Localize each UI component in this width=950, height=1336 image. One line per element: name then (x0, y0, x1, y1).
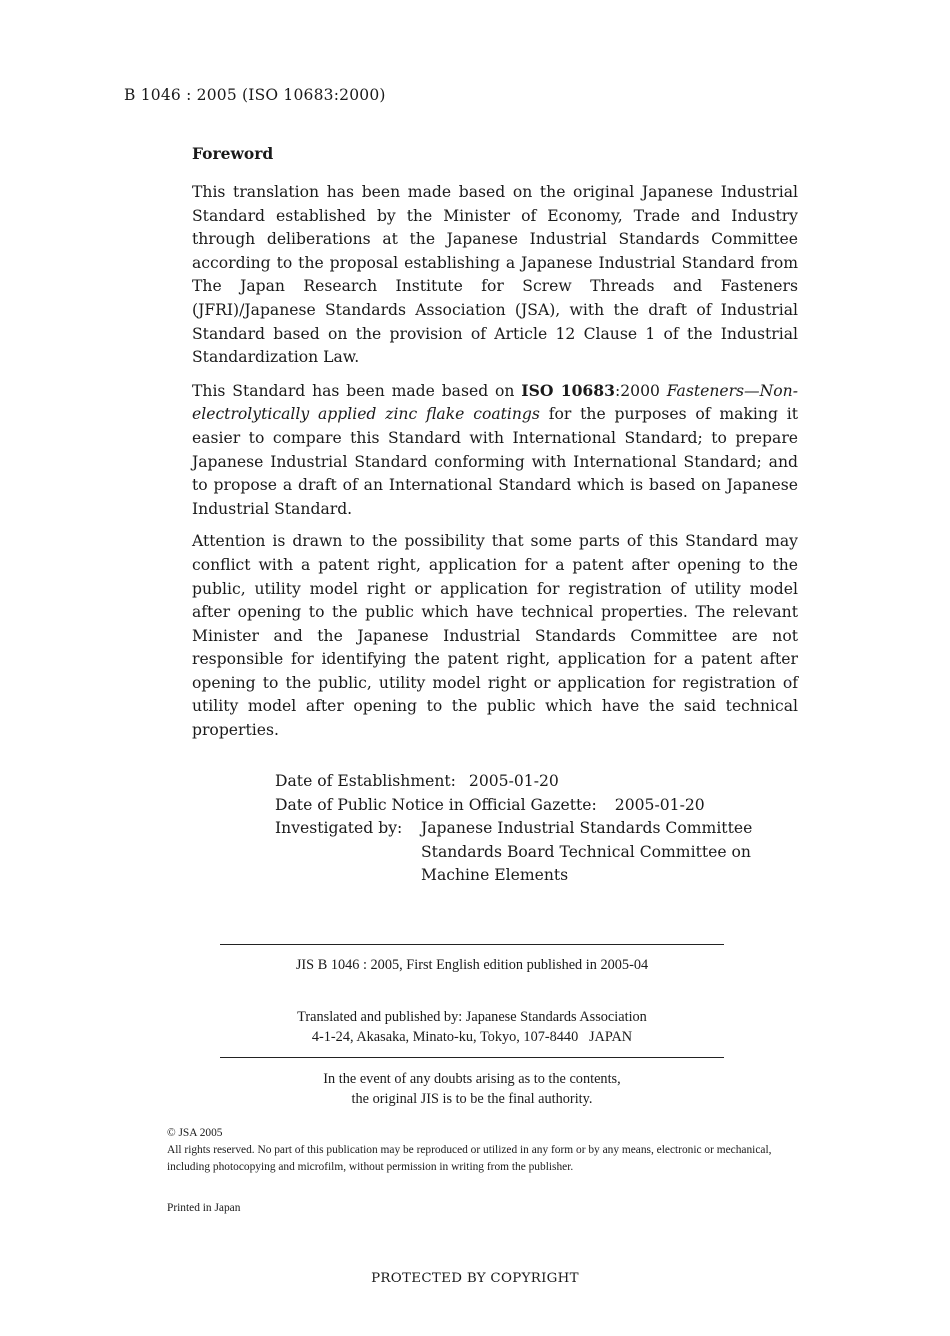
paragraph-2-suffix: for the purposes of making it easier to compare this Standard with International Standard; to prepare Japanese Industrial Standard conforming with International Standard; and to propose a draft of an International Standard which is based on Japanese Industrial Standard. (192, 405, 799, 518)
gazette-value: 2005-01-20 (614, 795, 705, 814)
establishment-label: Date of Establishment: (275, 772, 456, 790)
foreword-paragraph-2 (192, 379, 798, 522)
gazette-row (275, 794, 752, 818)
iso-year: :2000 (614, 381, 667, 400)
iso-reference: ISO 10683 (521, 380, 615, 400)
investigated-row (275, 817, 752, 888)
printed-in: Printed in Japan (167, 1202, 241, 1214)
paragraph-2-prefix: This Standard has been made based on (192, 381, 522, 400)
divider-bottom (220, 1057, 724, 1058)
investigated-line: Japanese Industrial Standards Committee (421, 819, 753, 838)
investigated-values (421, 817, 752, 888)
edition-line: JIS B 1046 : 2005, First English edition published in 2005-04 (295, 957, 649, 973)
establishment-value: 2005-01-20 (468, 772, 559, 790)
foreword-paragraph-1: This translation has been made based on the original Japanese Industrial Standard established by the Minister of Economy, Trade and Industry through deliberations at the Japanese Industrial Standards Committee according to the proposal establishing a Japanese Industrial Standard from The Japan Research Institute for Screw Threads and Fasteners (JFRI)/Japanese Standards Association (JSA), with the draft of Industrial Standard based on the provision of Article 12 Clause 1 of the Industrial Standardization Law. (192, 183, 798, 367)
authority-notice (220, 1069, 724, 1109)
establishment-row (275, 770, 752, 794)
iso-title: Fasteners—Non-electrolytically applied zinc flake coatings (192, 381, 798, 424)
investigated-line: Machine Elements (421, 866, 569, 885)
authority-line-1: In the event of any doubts arising as to the contents, (323, 1071, 621, 1087)
foreword-paragraph-3: Attention is drawn to the possibility that some parts of this Standard may conflict with a patent right, application for a patent after opening to the public, utility model right or application for registration of utility model after opening to the public which have technical properties. The relevant Minister and the Japanese Industrial Standards Committee are not responsible for identifying the patent right, application for a patent after opening to the public, utility model right or application for registration of utility model after opening to the public which have the said technical properties. (192, 532, 798, 740)
investigated-line: Standards Board Technical Committee on (421, 842, 751, 861)
authority-line-2: the original JIS is to be the final authority. (351, 1091, 593, 1107)
copyright-block (167, 1125, 787, 1176)
dates-block (275, 770, 752, 888)
protected-footer: PROTECTED BY COPYRIGHT (371, 1271, 579, 1286)
investigated-label: Investigated by: (275, 819, 403, 838)
copyright-notice: © JSA 2005 (167, 1127, 223, 1139)
rights-statement: All rights reserved. No part of this publication may be reproduced or utilized in any form or by any means, electronic or mechanical, including photocopying and microfilm, without permission in writing from the publisher. (167, 1144, 772, 1173)
foreword-body (192, 181, 798, 752)
foreword-title: Foreword (192, 144, 274, 163)
publisher-address: 4-1-24, Akasaka, Minato-ku, Tokyo, 107-8440 JAPAN (311, 1029, 633, 1045)
publisher-block (220, 1007, 724, 1047)
publisher-line: Translated and published by: Japanese Standards Association (297, 1009, 647, 1025)
divider-top (220, 944, 724, 945)
gazette-label: Date of Public Notice in Official Gazette: (275, 795, 597, 814)
page-header-designation: B 1046 : 2005 (ISO 10683:2000) (124, 86, 386, 104)
